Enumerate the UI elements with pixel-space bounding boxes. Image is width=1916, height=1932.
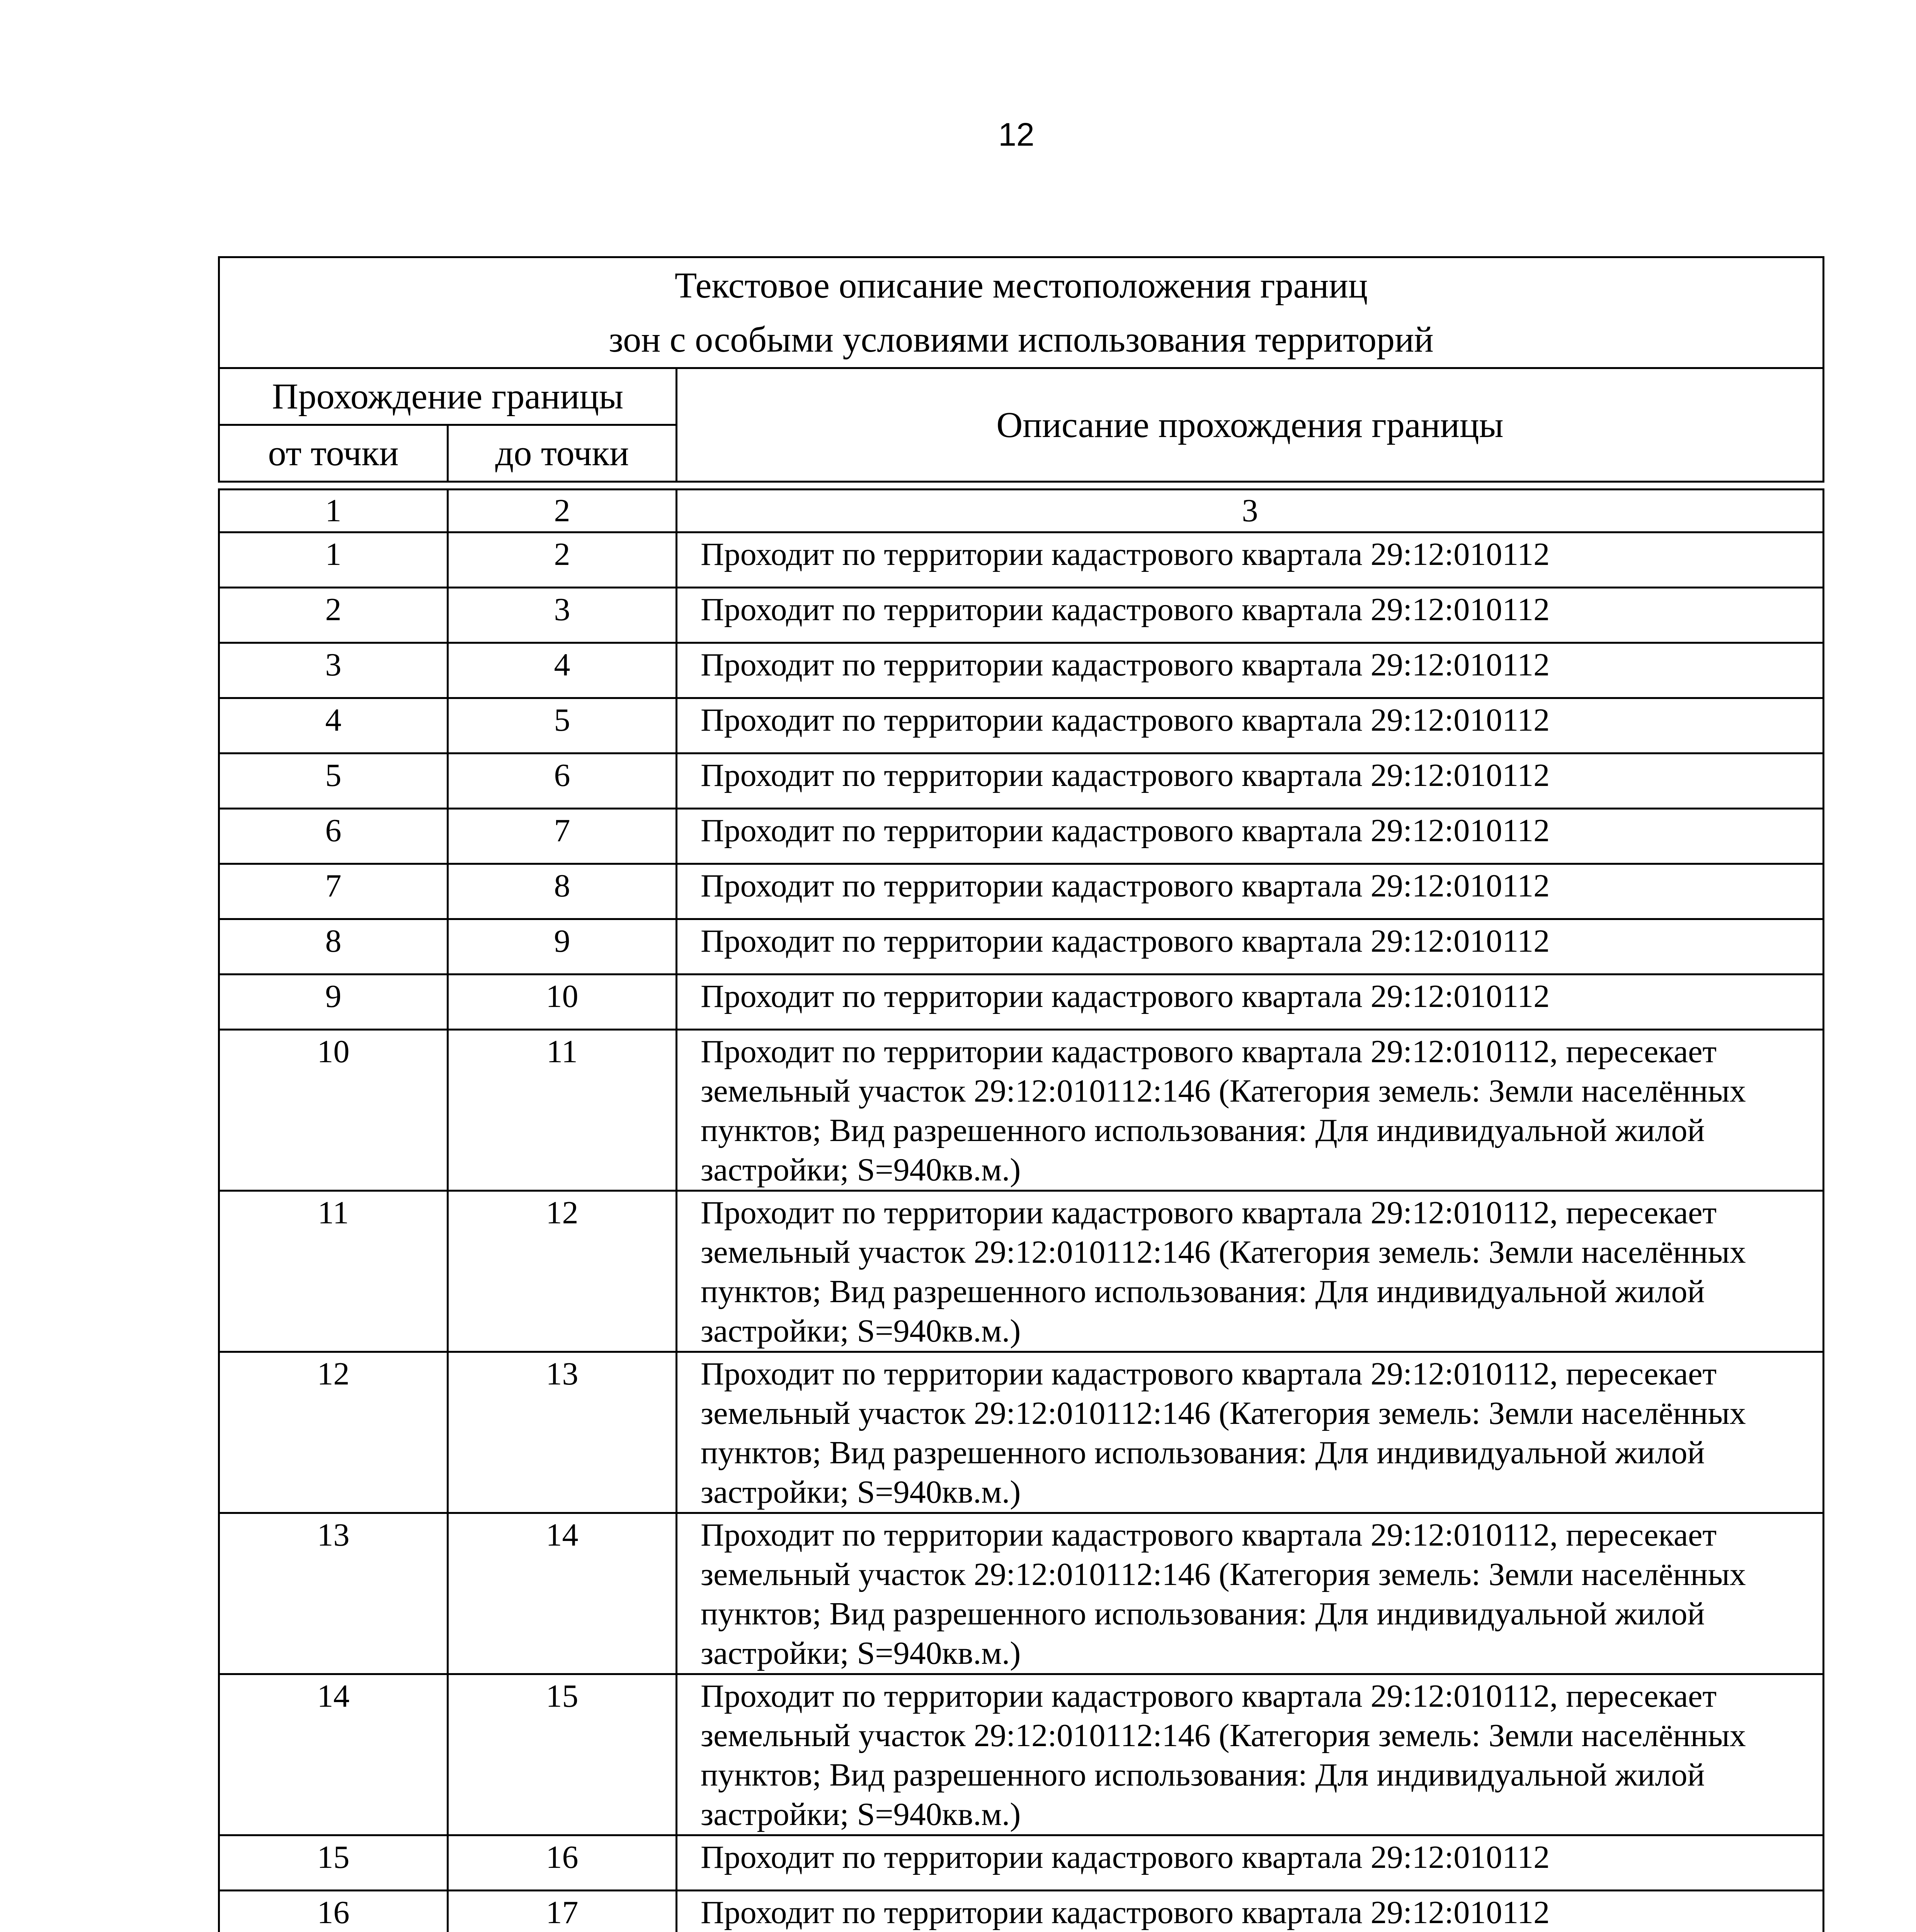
to-point-cell: 14 [448, 1513, 677, 1674]
to-point-cell: 2 [448, 532, 677, 588]
from-point-cell: 10 [219, 1030, 448, 1191]
table-row [219, 809, 1824, 864]
from-point-cell: 6 [219, 809, 448, 864]
to-point-cell: 8 [448, 864, 677, 919]
from-point-cell: 4 [219, 698, 448, 753]
from-point-cell: 8 [219, 919, 448, 975]
table-row [219, 864, 1824, 919]
to-point-cell: 10 [448, 975, 677, 1030]
description-cell: Проходит по территории кадастрового квартала 29:12:010112 [677, 532, 1824, 588]
table-row [219, 1835, 1824, 1891]
from-point-cell: 16 [219, 1891, 448, 1932]
to-point-header: до точки [448, 425, 677, 482]
table-row [219, 1891, 1824, 1932]
from-point-cell: 3 [219, 643, 448, 698]
table-title [219, 257, 1824, 368]
header-table [218, 256, 1824, 483]
passage-header: Прохождение границы [219, 368, 677, 425]
from-point-cell: 13 [219, 1513, 448, 1674]
description-cell: Проходит по территории кадастрового квартала 29:12:010112 [677, 588, 1824, 643]
table-row [219, 698, 1824, 753]
to-point-cell: 4 [448, 643, 677, 698]
table-row [219, 1030, 1824, 1191]
table-row [219, 919, 1824, 975]
description-cell: Проходит по территории кадастрового квартала 29:12:010112 [677, 643, 1824, 698]
boundary-table [218, 488, 1824, 1932]
description-cell: Проходит по территории кадастрового квартала 29:12:010112, пересекает земельный участок 29:12:010112:146 (Категория земель: Земли населённых пунктов; Вид разрешенного использования: Для индивидуальной жилой застройки; S=940кв.м.) [677, 1352, 1824, 1513]
to-point-cell: 12 [448, 1191, 677, 1352]
description-cell: Проходит по территории кадастрового квартала 29:12:010112, пересекает земельный участок 29:12:010112:146 (Категория земель: Земли населённых пунктов; Вид разрешенного использования: Для индивидуальной жилой застройки; S=940кв.м.) [677, 1030, 1824, 1191]
column-number: 1 [219, 490, 448, 532]
to-point-cell: 7 [448, 809, 677, 864]
from-point-cell: 12 [219, 1352, 448, 1513]
table-row [219, 1674, 1824, 1835]
description-cell: Проходит по территории кадастрового квартала 29:12:010112 [677, 1835, 1824, 1891]
description-cell: Проходит по территории кадастрового квартала 29:12:010112 [677, 975, 1824, 1030]
description-cell: Проходит по территории кадастрового квартала 29:12:010112 [677, 698, 1824, 753]
description-cell: Проходит по территории кадастрового квартала 29:12:010112 [677, 1891, 1824, 1932]
table-row [219, 532, 1824, 588]
to-point-cell: 6 [448, 753, 677, 809]
description-cell: Проходит по территории кадастрового квартала 29:12:010112 [677, 753, 1824, 809]
to-point-cell: 17 [448, 1891, 677, 1932]
from-point-cell: 11 [219, 1191, 448, 1352]
description-cell: Проходит по территории кадастрового квартала 29:12:010112 [677, 809, 1824, 864]
description-cell: Проходит по территории кадастрового квартала 29:12:010112 [677, 919, 1824, 975]
table-title-line-2: зон с особыми условиями использования территорий [609, 320, 1434, 360]
table-row [219, 975, 1824, 1030]
from-point-cell: 14 [219, 1674, 448, 1835]
to-point-cell: 15 [448, 1674, 677, 1835]
table-row [219, 643, 1824, 698]
description-cell: Проходит по территории кадастрового квартала 29:12:010112, пересекает земельный участок 29:12:010112:146 (Категория земель: Земли населённых пунктов; Вид разрешенного использования: Для индивидуальной жилой застройки; S=940кв.м.) [677, 1674, 1824, 1835]
to-point-cell: 13 [448, 1352, 677, 1513]
column-numbers-row [219, 490, 1824, 532]
column-number: 3 [677, 490, 1824, 532]
table-row [219, 753, 1824, 809]
from-point-cell: 15 [219, 1835, 448, 1891]
page-number: 12 [998, 116, 1035, 153]
to-point-cell: 16 [448, 1835, 677, 1891]
to-point-cell: 3 [448, 588, 677, 643]
to-point-cell: 9 [448, 919, 677, 975]
table-row [219, 1513, 1824, 1674]
column-number: 2 [448, 490, 677, 532]
from-point-header: от точки [219, 425, 448, 482]
description-cell: Проходит по территории кадастрового квартала 29:12:010112, пересекает земельный участок 29:12:010112:146 (Категория земель: Земли населённых пунктов; Вид разрешенного использования: Для индивидуальной жилой застройки; S=940кв.м.) [677, 1191, 1824, 1352]
to-point-cell: 5 [448, 698, 677, 753]
table-row [219, 1352, 1824, 1513]
to-point-cell: 11 [448, 1030, 677, 1191]
description-cell: Проходит по территории кадастрового квартала 29:12:010112 [677, 864, 1824, 919]
from-point-cell: 2 [219, 588, 448, 643]
description-header: Описание прохождения границы [677, 368, 1824, 482]
table-row [219, 588, 1824, 643]
description-cell: Проходит по территории кадастрового квартала 29:12:010112, пересекает земельный участок 29:12:010112:146 (Категория земель: Земли населённых пунктов; Вид разрешенного использования: Для индивидуальной жилой застройки; S=940кв.м.) [677, 1513, 1824, 1674]
table-title-line-1: Текстовое описание местоположения границ [674, 265, 1368, 306]
from-point-cell: 5 [219, 753, 448, 809]
from-point-cell: 1 [219, 532, 448, 588]
from-point-cell: 7 [219, 864, 448, 919]
from-point-cell: 9 [219, 975, 448, 1030]
table-row [219, 1191, 1824, 1352]
